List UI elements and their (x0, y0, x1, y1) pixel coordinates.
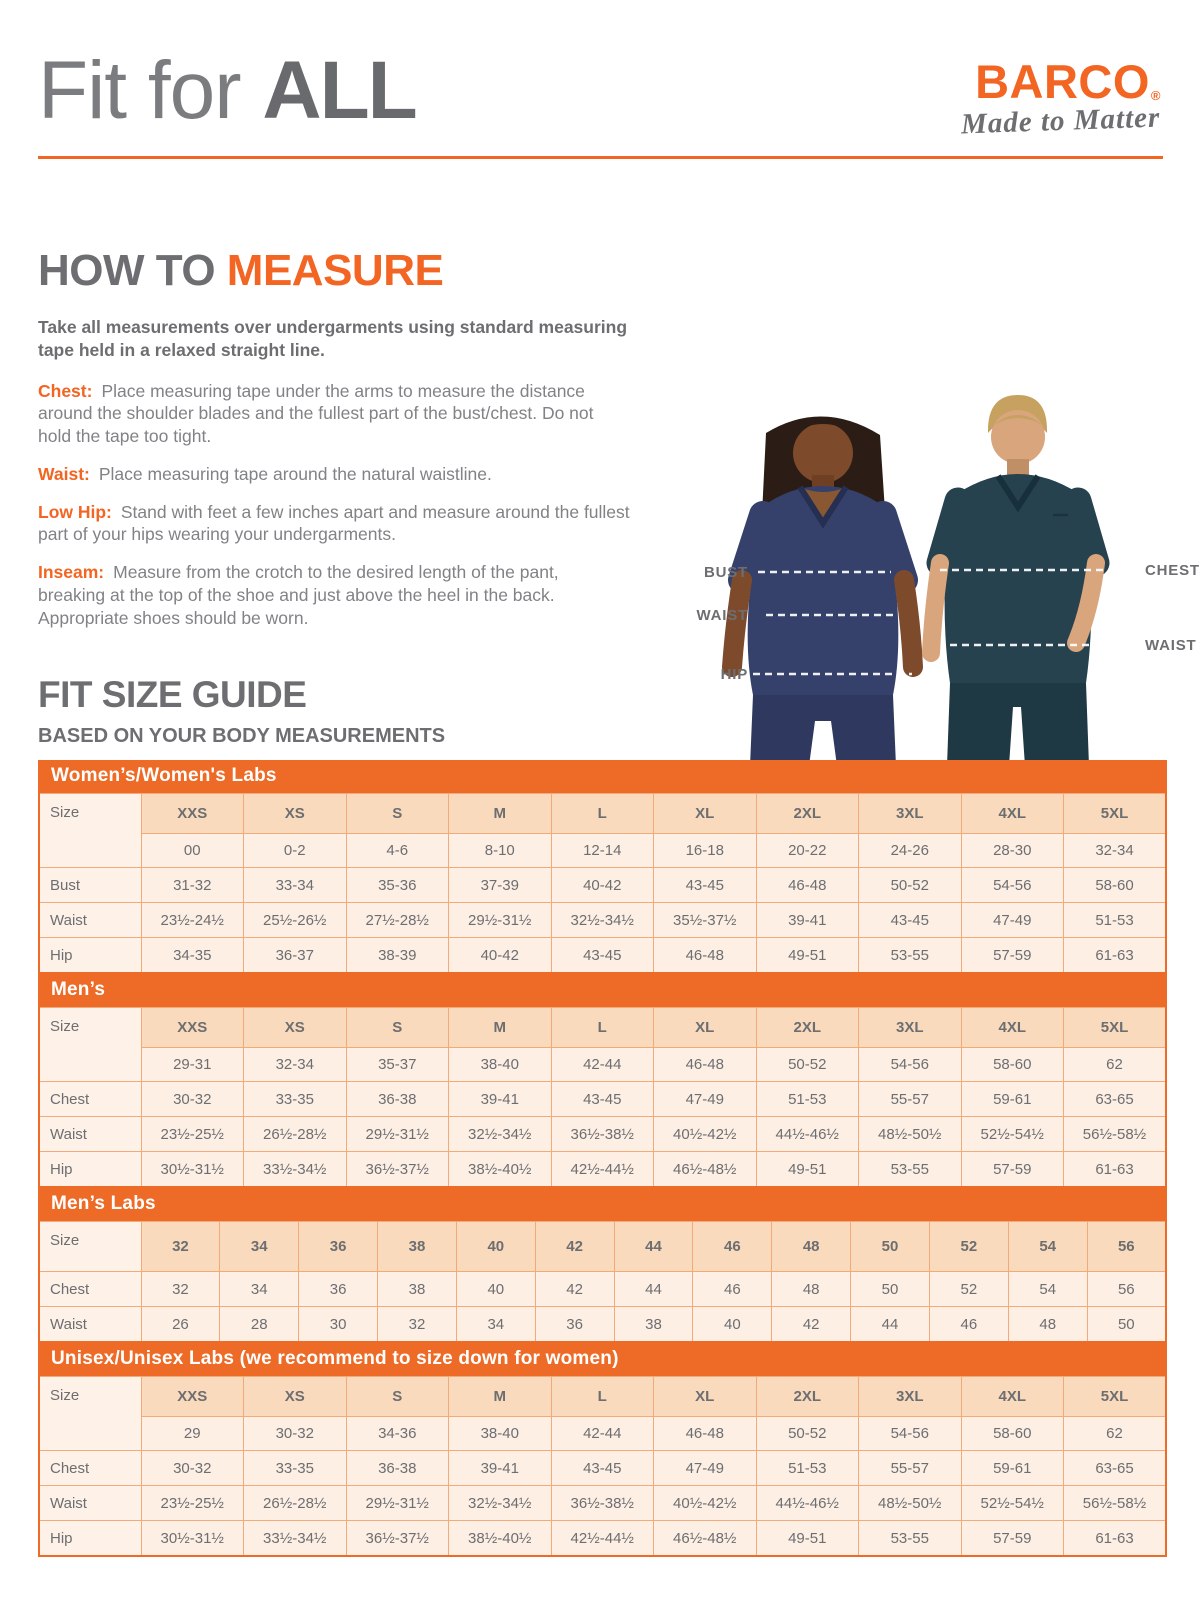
size-number-cell: 62 (1064, 1417, 1167, 1451)
measurement-cell: 36½-38½ (551, 1117, 654, 1152)
fit-size-guide-title: FIT SIZE GUIDE (38, 674, 307, 715)
measure-item-text: Place measuring tape around the natural waistline. (98, 463, 492, 484)
measurement-cell: 26 (141, 1307, 220, 1343)
measurement-cell: 48 (1008, 1307, 1087, 1343)
measurement-cell: 46 (693, 1272, 772, 1307)
size-header-cell: 48 (772, 1222, 851, 1272)
size-header-cell: M (449, 1008, 552, 1048)
size-header-cell: 52 (929, 1222, 1008, 1272)
size-number-cell: 00 (141, 834, 244, 868)
measure-item-label: Low Hip: (38, 501, 112, 522)
measurement-cell: 53-55 (859, 1521, 962, 1557)
measurement-cell: 57-59 (961, 1521, 1064, 1557)
measurement-cell: 61-63 (1064, 938, 1167, 974)
measurement-cell: 35-36 (346, 868, 449, 903)
size-header-row (39, 1222, 1166, 1272)
measure-item-label: Chest: (38, 380, 93, 401)
row-label-cell: Waist (39, 1486, 141, 1521)
measurement-row (39, 1117, 1166, 1152)
size-number-cell: 38-40 (449, 1417, 552, 1451)
measurement-cell: 33-35 (244, 1082, 347, 1117)
measurement-cell: 56 (1087, 1272, 1166, 1307)
size-header-cell: 3XL (859, 1008, 962, 1048)
woman-waist-label: WAIST (696, 607, 748, 624)
measurement-cell: 63-65 (1064, 1082, 1167, 1117)
measurement-cell: 53-55 (859, 1152, 962, 1188)
measurement-cell: 61-63 (1064, 1521, 1167, 1557)
size-header-cell: S (346, 1008, 449, 1048)
size-header-cell: S (346, 794, 449, 834)
woman-bust-label: BUST (703, 564, 748, 581)
measurement-cell: 36-38 (346, 1082, 449, 1117)
measurement-cell: 29½-31½ (346, 1117, 449, 1152)
size-number-cell: 46-48 (654, 1417, 757, 1451)
measurement-cell: 42½-44½ (551, 1521, 654, 1557)
measure-intro: Take all measurements over undergarments using standard measuring tape held in a relaxed straight line. (38, 317, 628, 361)
measurement-cell: 44 (614, 1272, 693, 1307)
size-header-cell: 54 (1008, 1222, 1087, 1272)
measurement-cell: 40 (693, 1307, 772, 1343)
table-band-title: Women’s/Women's Labs (38, 760, 1167, 793)
measurement-cell: 36-38 (346, 1451, 449, 1486)
size-table (38, 793, 1167, 974)
size-header-cell: 2XL (756, 1377, 859, 1417)
row-label-cell: Hip (39, 1152, 141, 1188)
measurement-cell: 32½-34½ (551, 903, 654, 938)
measurement-cell: 54-56 (961, 868, 1064, 903)
measurement-cell: 49-51 (756, 938, 859, 974)
measurement-cell: 59-61 (961, 1451, 1064, 1486)
size-header-cell: 4XL (961, 1008, 1064, 1048)
measurement-cell: 31-32 (141, 868, 244, 903)
size-number-cell: 42-44 (551, 1417, 654, 1451)
measurement-cell: 59-61 (961, 1082, 1064, 1117)
size-header-cell: 34 (220, 1222, 299, 1272)
size-header-cell: 5XL (1064, 794, 1167, 834)
size-header-cell: XXS (141, 794, 244, 834)
page-title-bold: ALL (262, 45, 416, 136)
measurement-cell: 32½-34½ (449, 1486, 552, 1521)
size-number-cell: 34-36 (346, 1417, 449, 1451)
size-header-cell: L (551, 1008, 654, 1048)
size-header-cell: S (346, 1377, 449, 1417)
measurement-row (39, 903, 1166, 938)
measurement-cell: 47-49 (654, 1451, 757, 1486)
row-label-cell: Chest (39, 1451, 141, 1486)
row-label-cell: Hip (39, 1521, 141, 1557)
measurement-row (39, 1307, 1166, 1343)
measurement-cell: 36 (299, 1272, 378, 1307)
measurement-cell: 55-57 (859, 1451, 962, 1486)
measurement-cell: 46-48 (654, 938, 757, 974)
row-label-cell: Hip (39, 938, 141, 974)
size-header-cell: 40 (456, 1222, 535, 1272)
size-guide-tables (38, 760, 1167, 1557)
size-number-cell: 29 (141, 1417, 244, 1451)
size-header-cell: XXS (141, 1008, 244, 1048)
size-header-cell: 50 (851, 1222, 930, 1272)
size-number-row (39, 1417, 1166, 1451)
row-label-cell: Waist (39, 1117, 141, 1152)
brand-name: BARCO® (975, 55, 1161, 108)
size-number-cell: 42-44 (551, 1048, 654, 1082)
measurement-cell: 48½-50½ (859, 1117, 962, 1152)
measurement-cell: 50-52 (859, 868, 962, 903)
measurement-cell: 46½-48½ (654, 1521, 757, 1557)
measurement-cell: 40½-42½ (654, 1486, 757, 1521)
size-header-cell: XL (654, 794, 757, 834)
size-number-cell: 24-26 (859, 834, 962, 868)
size-header-cell: 3XL (859, 794, 962, 834)
measurement-cell: 40-42 (449, 938, 552, 974)
measurement-cell: 34 (456, 1307, 535, 1343)
measurement-cell: 42 (772, 1307, 851, 1343)
measurement-cell: 23½-25½ (141, 1486, 244, 1521)
measurement-cell: 36½-38½ (551, 1486, 654, 1521)
measurement-cell: 35½-37½ (654, 903, 757, 938)
measurement-cell: 30-32 (141, 1451, 244, 1486)
size-header-cell: 56 (1087, 1222, 1166, 1272)
size-header-cell: L (551, 1377, 654, 1417)
size-header-cell: 4XL (961, 794, 1064, 834)
measurement-cell: 53-55 (859, 938, 962, 974)
measurement-cell: 58-60 (1064, 868, 1167, 903)
size-number-cell: 30-32 (244, 1417, 347, 1451)
size-header-cell: XL (654, 1377, 757, 1417)
measurement-cell: 30-32 (141, 1082, 244, 1117)
measurement-cell: 25½-26½ (244, 903, 347, 938)
measurement-cell: 38½-40½ (449, 1152, 552, 1188)
measurement-cell: 36 (535, 1307, 614, 1343)
row-label-cell: Chest (39, 1082, 141, 1117)
how-to-measure-title-accent: MEASURE (226, 246, 444, 295)
measurement-cell: 33½-34½ (244, 1521, 347, 1557)
measurement-row (39, 1152, 1166, 1188)
size-number-cell: 4-6 (346, 834, 449, 868)
measurement-cell: 33-35 (244, 1451, 347, 1486)
page-title-regular: Fit for (38, 45, 241, 136)
measurement-row (39, 868, 1166, 903)
measurement-cell: 34 (220, 1272, 299, 1307)
size-header-cell: XS (244, 1008, 347, 1048)
size-header-cell: XXS (141, 1377, 244, 1417)
brand-tagline: Made to Matter (960, 101, 1161, 141)
size-number-cell: 50-52 (756, 1048, 859, 1082)
measurement-cell: 32 (141, 1272, 220, 1307)
table-band-title: Unisex/Unisex Labs (we recommend to size down for women) (38, 1343, 1167, 1376)
measurement-cell: 44 (851, 1307, 930, 1343)
size-number-cell: 62 (1064, 1048, 1167, 1082)
measurement-cell: 49-51 (756, 1152, 859, 1188)
row-label-cell: Size (39, 1377, 141, 1451)
measure-item-waist (38, 463, 630, 486)
measurement-cell: 26½-28½ (244, 1117, 347, 1152)
size-header-cell: M (449, 1377, 552, 1417)
measurement-cell: 47-49 (961, 903, 1064, 938)
brand-logo (960, 55, 1161, 141)
measurement-cell: 55-57 (859, 1082, 962, 1117)
measurement-cell: 36½-37½ (346, 1152, 449, 1188)
size-number-cell: 0-2 (244, 834, 347, 868)
size-header-cell: XS (244, 794, 347, 834)
measurement-cell: 23½-25½ (141, 1117, 244, 1152)
measurement-cell: 40-42 (551, 868, 654, 903)
measurement-cell: 48½-50½ (859, 1486, 962, 1521)
measurement-cell: 52½-54½ (961, 1486, 1064, 1521)
size-number-cell: 32-34 (244, 1048, 347, 1082)
measurement-cell: 44½-46½ (756, 1117, 859, 1152)
row-label-cell: Chest (39, 1272, 141, 1307)
measurement-row (39, 1451, 1166, 1486)
measurement-cell: 50 (1087, 1307, 1166, 1343)
measurement-cell: 52 (929, 1272, 1008, 1307)
size-number-cell: 29-31 (141, 1048, 244, 1082)
size-header-cell: M (449, 794, 552, 834)
size-header-cell: 2XL (756, 1008, 859, 1048)
table-band-title: Men’s (38, 974, 1167, 1007)
measurement-cell: 27½-28½ (346, 903, 449, 938)
size-number-cell: 16-18 (654, 834, 757, 868)
measurement-cell: 29½-31½ (449, 903, 552, 938)
measurement-cell: 44½-46½ (756, 1486, 859, 1521)
row-label-cell: Waist (39, 903, 141, 938)
measurement-cell: 57-59 (961, 938, 1064, 974)
size-number-row (39, 1048, 1166, 1082)
how-to-measure-section (38, 246, 630, 644)
measurement-cell: 43-45 (551, 1082, 654, 1117)
measurement-cell: 32 (378, 1307, 457, 1343)
measurement-cell: 36-37 (244, 938, 347, 974)
size-header-cell: XS (244, 1377, 347, 1417)
size-header-cell: L (551, 794, 654, 834)
measurement-cell: 42½-44½ (551, 1152, 654, 1188)
row-label-cell: Size (39, 1222, 141, 1272)
measurement-cell: 56½-58½ (1064, 1486, 1167, 1521)
row-label-cell: Size (39, 1008, 141, 1082)
size-number-cell: 8-10 (449, 834, 552, 868)
measurement-cell: 38-39 (346, 938, 449, 974)
size-header-cell: 44 (614, 1222, 693, 1272)
measurement-cell: 56½-58½ (1064, 1117, 1167, 1152)
measurement-row (39, 1272, 1166, 1307)
size-header-cell: 5XL (1064, 1008, 1167, 1048)
size-table (38, 1007, 1167, 1188)
measurement-cell: 43-45 (859, 903, 962, 938)
fit-size-guide-subtitle: BASED ON YOUR BODY MEASUREMENTS (38, 725, 446, 747)
table-band-title: Men’s Labs (38, 1188, 1167, 1221)
measurement-cell: 63-65 (1064, 1451, 1167, 1486)
size-header-cell: 38 (378, 1222, 457, 1272)
measurement-cell: 38 (378, 1272, 457, 1307)
orange-divider (38, 156, 1163, 159)
measure-item-text: Measure from the crotch to the desired length of the pant, breaking at the top of the shoe and just above the heel in the back. Appropriate shoes should be worn. (38, 562, 559, 628)
measure-item-inseam (38, 561, 630, 629)
measurement-cell: 51-53 (1064, 903, 1167, 938)
measurement-cell: 33-34 (244, 868, 347, 903)
fit-size-guide-section (38, 674, 1167, 1557)
measurement-cell: 51-53 (756, 1451, 859, 1486)
size-number-row (39, 834, 1166, 868)
size-header-cell: 4XL (961, 1377, 1064, 1417)
measurement-cell: 36½-37½ (346, 1521, 449, 1557)
measurement-cell: 57-59 (961, 1152, 1064, 1188)
measurement-cell: 33½-34½ (244, 1152, 347, 1188)
size-number-cell: 54-56 (859, 1417, 962, 1451)
man-chest-label: CHEST (1145, 562, 1200, 579)
row-label-cell: Size (39, 794, 141, 868)
measurement-cell: 46-48 (756, 868, 859, 903)
measurement-cell: 48 (772, 1272, 851, 1307)
size-number-cell: 12-14 (551, 834, 654, 868)
measurement-cell: 43-45 (551, 1451, 654, 1486)
measurement-cell: 54 (1008, 1272, 1087, 1307)
row-label-cell: Waist (39, 1307, 141, 1343)
row-label-cell: Bust (39, 868, 141, 903)
measurement-row (39, 1521, 1166, 1557)
size-number-cell: 58-60 (961, 1048, 1064, 1082)
measurement-cell: 39-41 (449, 1451, 552, 1486)
size-header-cell: 5XL (1064, 1377, 1167, 1417)
measurement-cell: 49-51 (756, 1521, 859, 1557)
measurement-cell: 29½-31½ (346, 1486, 449, 1521)
size-number-cell: 38-40 (449, 1048, 552, 1082)
registered-mark: ® (1150, 88, 1161, 103)
size-number-cell: 58-60 (961, 1417, 1064, 1451)
size-number-cell: 54-56 (859, 1048, 962, 1082)
how-to-measure-title: HOW TO MEASURE (38, 246, 444, 295)
size-header-cell: 42 (535, 1222, 614, 1272)
measurement-cell: 61-63 (1064, 1152, 1167, 1188)
measurement-cell: 46 (929, 1307, 1008, 1343)
measurement-cell: 43-45 (551, 938, 654, 974)
measurement-row (39, 1486, 1166, 1521)
size-header-row (39, 1377, 1166, 1417)
size-number-cell: 50-52 (756, 1417, 859, 1451)
measurement-cell: 38 (614, 1307, 693, 1343)
measurement-cell: 30½-31½ (141, 1521, 244, 1557)
measurement-cell: 38½-40½ (449, 1521, 552, 1557)
measure-item-lowhip (38, 501, 630, 547)
size-table (38, 1376, 1167, 1557)
size-number-cell: 32-34 (1064, 834, 1167, 868)
measure-item-label: Inseam: (38, 562, 105, 583)
man-waist-label: WAIST (1145, 637, 1197, 654)
measurement-cell: 51-53 (756, 1082, 859, 1117)
measurement-cell: 30 (299, 1307, 378, 1343)
measurement-cell: 43-45 (654, 868, 757, 903)
measure-item-label: Waist: (38, 463, 90, 484)
measurement-cell: 39-41 (449, 1082, 552, 1117)
size-header-cell: 46 (693, 1222, 772, 1272)
size-number-cell: 46-48 (654, 1048, 757, 1082)
measurement-cell: 50 (851, 1272, 930, 1307)
measurement-cell: 37-39 (449, 868, 552, 903)
measurement-cell: 39-41 (756, 903, 859, 938)
measurement-row (39, 938, 1166, 974)
measurement-cell: 52½-54½ (961, 1117, 1064, 1152)
size-header-row (39, 1008, 1166, 1048)
measurement-cell: 40½-42½ (654, 1117, 757, 1152)
measurement-cell: 23½-24½ (141, 903, 244, 938)
measurement-row (39, 1082, 1166, 1117)
size-header-cell: 32 (141, 1222, 220, 1272)
measure-item-text: Place measuring tape under the arms to measure the distance around the shoulder blades and the fullest part of the bust/chest. Do not hold the tape too tight. (38, 380, 594, 447)
measurement-cell: 28 (220, 1307, 299, 1343)
measurement-cell: 30½-31½ (141, 1152, 244, 1188)
measurement-cell: 47-49 (654, 1082, 757, 1117)
size-header-cell: 2XL (756, 794, 859, 834)
measurement-cell: 34-35 (141, 938, 244, 974)
measurement-cell: 40 (456, 1272, 535, 1307)
page-title (38, 45, 416, 136)
size-header-cell: XL (654, 1008, 757, 1048)
measurement-cell: 26½-28½ (244, 1486, 347, 1521)
measure-item-text: Stand with feet a few inches apart and measure around the fullest part of your hips wearing your undergarments. (38, 501, 630, 545)
size-number-cell: 35-37 (346, 1048, 449, 1082)
measurement-cell: 42 (535, 1272, 614, 1307)
size-header-row (39, 794, 1166, 834)
size-header-cell: 36 (299, 1222, 378, 1272)
size-table (38, 1221, 1167, 1343)
woman-hip-label: HIP (720, 666, 748, 683)
size-header-cell: 3XL (859, 1377, 962, 1417)
measurement-cell: 32½-34½ (449, 1117, 552, 1152)
size-number-cell: 20-22 (756, 834, 859, 868)
measure-item-chest (38, 380, 630, 448)
size-number-cell: 28-30 (961, 834, 1064, 868)
measurement-cell: 46½-48½ (654, 1152, 757, 1188)
